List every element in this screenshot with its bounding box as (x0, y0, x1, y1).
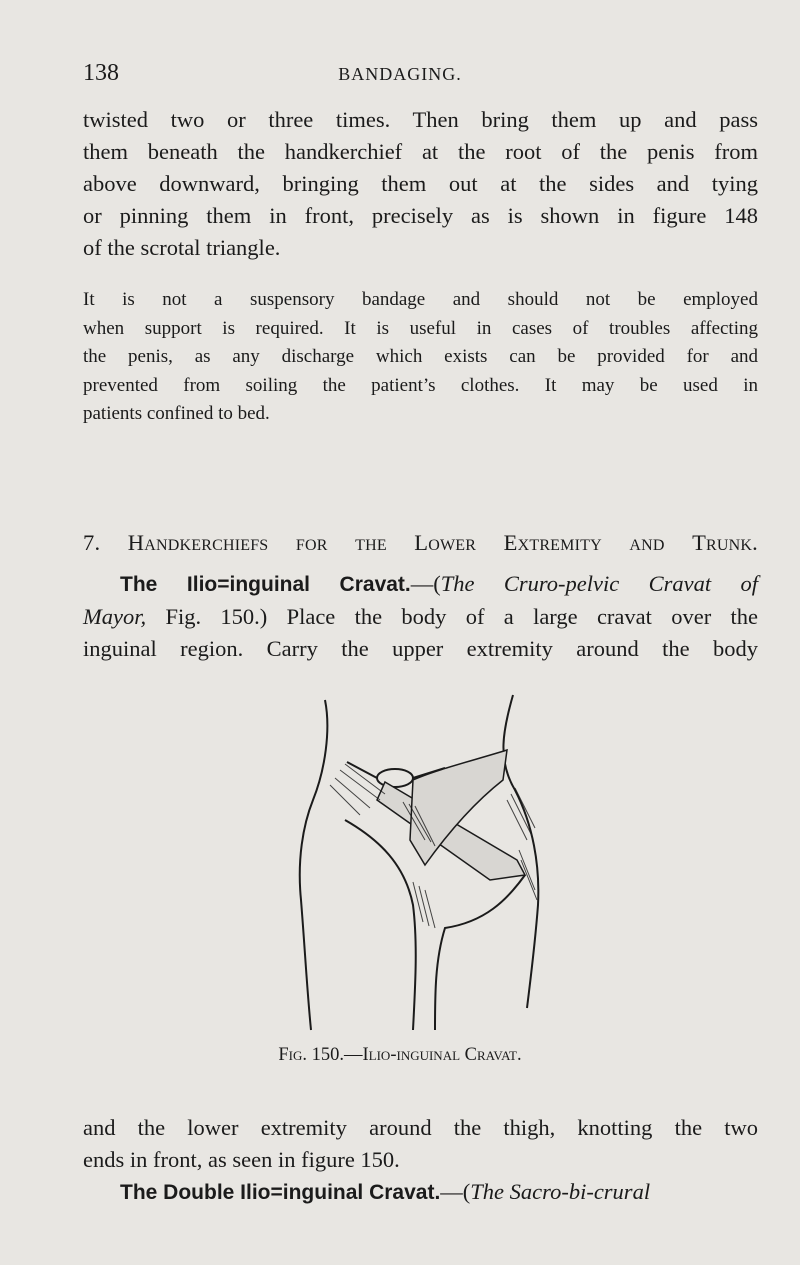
pelvis-illustration (285, 690, 555, 1048)
text-line: twisted two or three times. Then bring them up and pass (83, 107, 758, 132)
text-line: patients confined to bed. (83, 403, 270, 424)
text-line: The Double Ilio=inguinal Cravat.—(The Sacro-bi-crural (120, 1179, 651, 1204)
section-heading (83, 527, 758, 559)
italic-citation: Mayor, (83, 604, 147, 629)
text-line: or pinning them in front, precisely as is shown in figure 148 (83, 203, 758, 228)
paragraph-note (83, 286, 758, 429)
italic-citation: The Cruro-pelvic Cravat of (440, 571, 758, 596)
figure-caption: Fig. 150.—Ilio-inguinal Cravat. (278, 1045, 522, 1065)
text-line: above downward, bringing them out at the sides and tying (83, 171, 758, 196)
page-header (0, 60, 800, 90)
text-line: of the scrotal triangle. (83, 235, 281, 260)
section-word: Lower (414, 530, 477, 555)
section-word: and (629, 530, 665, 555)
text-line: them beneath the handkerchief at the root of the penis from (83, 139, 758, 164)
term-heading: The Ilio=inguinal Cravat. (120, 573, 411, 596)
running-head: BANDAGING. (338, 64, 462, 84)
paragraph-continuation-2 (83, 1112, 758, 1176)
text-line: The Ilio=inguinal Cravat.—(The Cruro-pelvic Cravat of (120, 571, 758, 596)
text-line: the penis, as any discharge which exists can be provided for and (83, 346, 758, 367)
text-line: Mayor, Fig. 150.) Place the body of a large cravat over the (83, 604, 758, 629)
section-word: Extremity (503, 530, 602, 555)
text-line: It is not a suspensory bandage and should not be employed (83, 289, 758, 310)
text-line: ends in front, as seen in figure 150. (83, 1147, 400, 1172)
section-word: for (295, 530, 328, 555)
text-line: inguinal region. Carry the upper extremity around the body (83, 636, 758, 661)
text-line: when support is required. It is useful in cases of troubles affecting (83, 317, 758, 339)
figure-ilio-inguinal-cravat (285, 690, 555, 1048)
term-heading: The Double Ilio=inguinal Cravat. (120, 1181, 441, 1204)
section-number: 7. (83, 530, 101, 555)
text-line: prevented from soiling the patient’s clothes. It may be used in (83, 374, 758, 396)
section-word: Handkerchiefs (127, 530, 269, 555)
paragraph-double-ilio-inguinal (83, 1176, 758, 1209)
section-word: the (355, 530, 387, 555)
page-number: 138 (83, 60, 119, 86)
italic-citation: The Sacro-bi-crural (470, 1179, 651, 1204)
text-line: and the lower extremity around the thigh, knotting the two (83, 1115, 758, 1140)
paragraph-continuation (83, 104, 758, 264)
section-word: Trunk. (692, 530, 758, 555)
paragraph-ilio-inguinal (83, 568, 758, 665)
